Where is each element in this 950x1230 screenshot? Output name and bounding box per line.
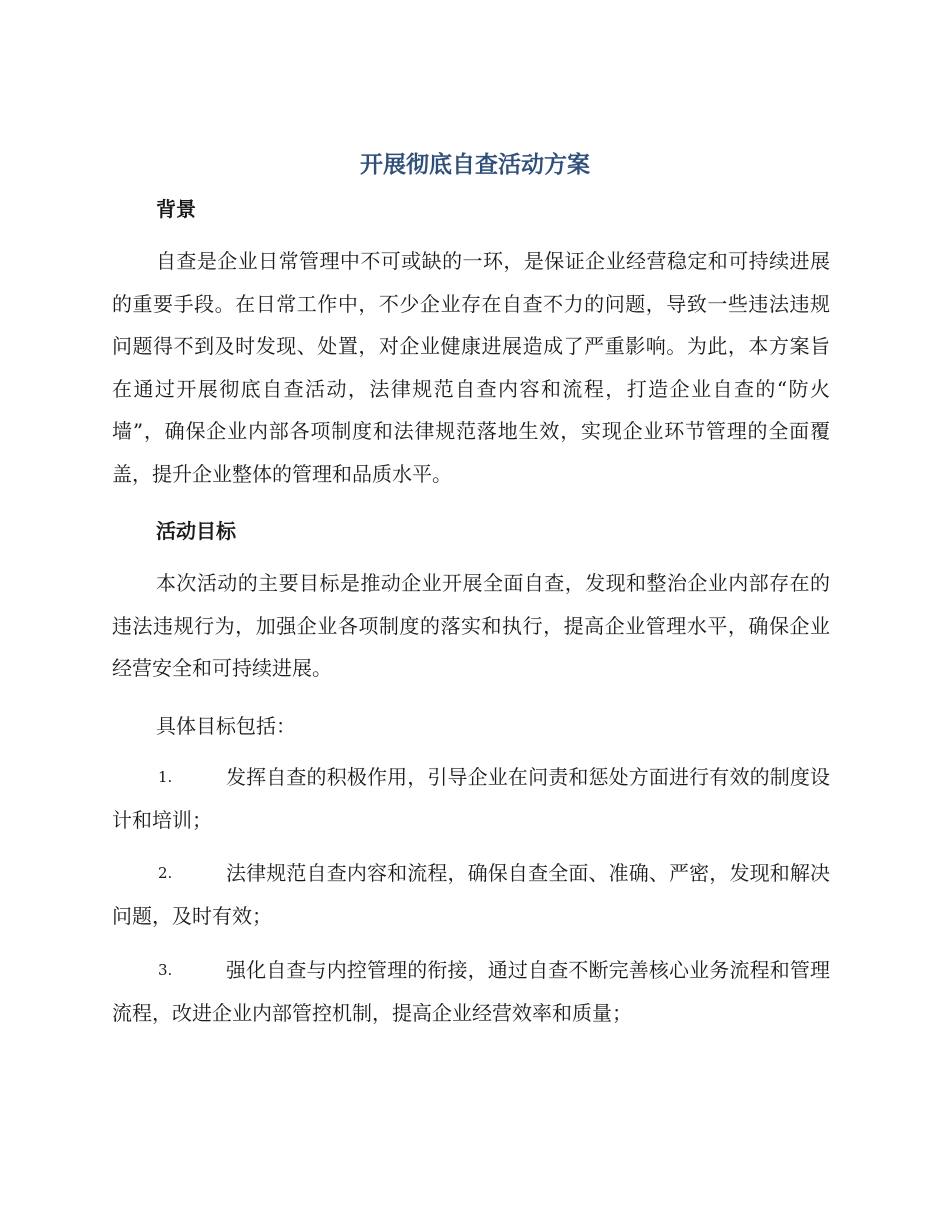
list-item — [112, 756, 830, 841]
goals-intro: 具体目标包括： — [156, 714, 296, 738]
section-heading-background: 背景 — [156, 197, 196, 221]
list-item-number: 2. — [158, 864, 173, 882]
document-title: 开展彻底自查活动方案 — [360, 152, 590, 178]
section-heading-goals: 活动目标 — [156, 519, 236, 543]
list-item-number: 3. — [158, 961, 173, 979]
goals-paragraph: 本次活动的主要目标是推动企业开展全面自查，发现和整治企业内部存在的违法违规行为，加强企业各项制度的落实和执行，提高企业管理水平，确保企业经营安全和可持续进展。 — [112, 571, 830, 680]
list-item-text: 发挥自查的积极作用，引导企业在问责和惩处方面进行有效的制度设计和培训； — [112, 765, 830, 832]
list-item — [112, 949, 830, 1034]
list-item-number: 1. — [158, 768, 173, 786]
list-item-text: 强化自查与内控管理的衔接，通过自查不断完善核心业务流程和管理流程，改进企业内部管控机制，提高企业经营效率和质量； — [112, 958, 830, 1025]
list-item-text: 法律规范自查内容和流程，确保自查全面、准确、严密，发现和解决问题，及时有效； — [112, 861, 830, 928]
background-paragraph: 自查是企业日常管理中不可或缺的一环，是保证企业经营稳定和可持续进展的重要手段。在日常工作中，不少企业存在自查不力的问题，导致一些违法违规问题得不到及时发现、处置，对企业健康进展造成了严重影响。为此，本方案旨在通过开展彻底自查活动，法律规范自查内容和流程，打造企业自查的“防火墙”，确保企业内部各项制度和法律规范落地生效，实现企业环节管理的全面覆盖，提升企业整体的管理和品质水平。 — [112, 249, 830, 486]
list-item — [112, 852, 830, 937]
